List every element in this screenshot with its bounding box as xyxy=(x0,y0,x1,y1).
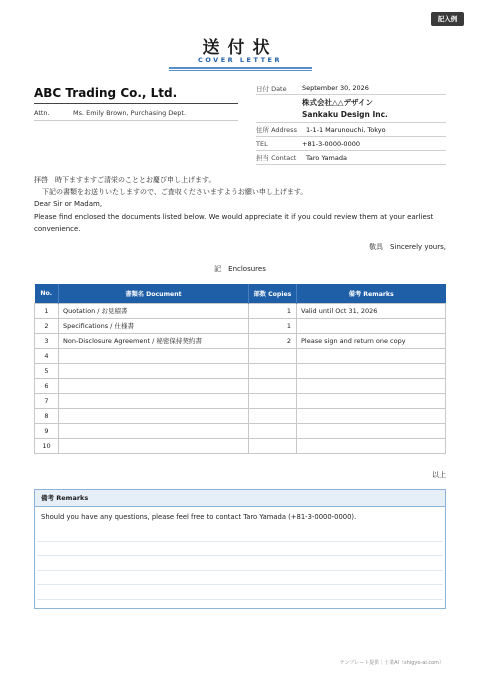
sender-info xyxy=(256,82,446,165)
header-no: No. xyxy=(35,284,59,303)
contact-value: Taro Yamada xyxy=(306,153,347,162)
remarks-blank-line xyxy=(37,527,443,542)
cell-no: 3 xyxy=(35,333,59,348)
cell-document[interactable] xyxy=(59,363,249,378)
cell-copies[interactable] xyxy=(249,409,297,424)
page-subtitle: COVER LETTER xyxy=(198,56,282,64)
table-row xyxy=(35,318,446,333)
header-document: 書類名 Document xyxy=(59,284,249,303)
cell-copies[interactable] xyxy=(249,439,297,454)
cell-document[interactable]: Quotation / お見積書 xyxy=(59,303,249,318)
remarks-text[interactable]: Should you have any questions, please feel free to contact Taro Yamada (+81-3-0000-0000). xyxy=(41,513,357,521)
template-credit: テンプレート提供｜士業AI（shigyo-ai.com） xyxy=(339,660,444,666)
table-row xyxy=(35,409,446,424)
tel-row xyxy=(256,137,446,151)
enclosures-table xyxy=(34,284,446,454)
cell-copies[interactable] xyxy=(249,424,297,439)
address-label: 住所 Address xyxy=(256,126,297,134)
closing: 敬具 Sincerely yours, xyxy=(369,243,446,251)
table-row xyxy=(35,378,446,393)
cell-remarks[interactable] xyxy=(297,378,446,393)
cell-document[interactable]: Specifications / 仕様書 xyxy=(59,318,249,333)
table-row xyxy=(35,333,446,348)
cell-no: 6 xyxy=(35,378,59,393)
cell-document[interactable] xyxy=(59,409,249,424)
address-value: 1-1-1 Marunouchi, Tokyo xyxy=(306,125,386,134)
cell-remarks[interactable] xyxy=(297,394,446,409)
end-mark: 以上 xyxy=(432,471,446,479)
cell-copies[interactable] xyxy=(249,363,297,378)
cell-remarks[interactable] xyxy=(297,348,446,363)
date-label: 日付 Date xyxy=(256,84,287,93)
sender-company-row xyxy=(256,95,446,123)
address-row xyxy=(256,123,446,137)
tel-value: +81-3-0000-0000 xyxy=(302,139,360,148)
table-header-row xyxy=(35,284,446,303)
date-value: September 30, 2026 xyxy=(302,84,369,92)
cell-remarks[interactable] xyxy=(297,439,446,454)
table-row xyxy=(35,348,446,363)
cell-remarks[interactable]: Please sign and return one copy xyxy=(297,333,446,348)
sender-company-en: Sankaku Design Inc. xyxy=(302,110,388,119)
cell-no: 10 xyxy=(35,439,59,454)
header-copies: 部数 Copies xyxy=(249,284,297,303)
cell-document[interactable] xyxy=(59,394,249,409)
remarks-blank-line xyxy=(37,556,443,571)
tel-label: TEL xyxy=(256,139,268,148)
cell-copies[interactable]: 1 xyxy=(249,318,297,333)
table-row xyxy=(35,394,446,409)
table-row xyxy=(35,363,446,378)
table-row xyxy=(35,303,446,318)
sample-badge: 記入例 xyxy=(431,12,464,26)
cell-copies[interactable] xyxy=(249,378,297,393)
request-jp: 下記の書類をお送りいたしますので、ご査収くださいますようお願い申し上げます。 xyxy=(42,188,308,197)
cell-copies[interactable]: 2 xyxy=(249,333,297,348)
recipient-company: ABC Trading Co., Ltd. xyxy=(34,86,178,100)
remarks-blank-line xyxy=(37,542,443,557)
cell-copies[interactable] xyxy=(249,394,297,409)
remarks-blank-line xyxy=(37,585,443,600)
cell-remarks[interactable] xyxy=(297,424,446,439)
table-row xyxy=(35,439,446,454)
remarks-box xyxy=(34,489,446,609)
cell-remarks[interactable] xyxy=(297,363,446,378)
cell-no: 8 xyxy=(35,409,59,424)
header-remarks: 備考 Remarks xyxy=(297,284,446,303)
recipient-divider xyxy=(34,103,238,104)
cell-no: 7 xyxy=(35,394,59,409)
date-row xyxy=(256,82,446,95)
page-title: 送付状 xyxy=(202,38,278,58)
remarks-label: 備考 Remarks xyxy=(35,490,445,507)
cell-document[interactable] xyxy=(59,424,249,439)
enclosures-heading: 記 Enclosures xyxy=(214,265,266,273)
cell-document[interactable] xyxy=(59,348,249,363)
cell-document[interactable] xyxy=(59,378,249,393)
cell-remarks[interactable] xyxy=(297,409,446,424)
cell-no: 1 xyxy=(35,303,59,318)
cell-document[interactable] xyxy=(59,439,249,454)
cell-copies[interactable]: 1 xyxy=(249,303,297,318)
attn-value: Ms. Emily Brown, Purchasing Dept. xyxy=(73,109,187,117)
remarks-blank-line xyxy=(37,571,443,586)
title-underline-secondary xyxy=(169,70,312,71)
contact-row xyxy=(256,151,446,165)
cell-document[interactable]: Non-Disclosure Agreement / 秘密保持契約書 xyxy=(59,333,249,348)
title-underline xyxy=(169,67,312,69)
cell-remarks[interactable]: Valid until Oct 31, 2026 xyxy=(297,303,446,318)
letter-body xyxy=(34,174,446,235)
cell-no: 5 xyxy=(35,363,59,378)
sender-company-jp: 株式会社△△デザイン xyxy=(302,98,374,107)
request-en: Please find enclosed the documents listed below. We would appreciate it if you could review them at your earliest convenience. xyxy=(34,212,434,233)
table-body xyxy=(35,303,446,454)
cell-no: 9 xyxy=(35,424,59,439)
attn-divider xyxy=(34,120,238,121)
cell-no: 4 xyxy=(35,348,59,363)
table-row xyxy=(35,424,446,439)
greeting-jp: 拝啓 時下ますますご清栄のこととお慶び申し上げます。 xyxy=(34,176,216,184)
cell-no: 2 xyxy=(35,318,59,333)
cell-copies[interactable] xyxy=(249,348,297,363)
cell-remarks[interactable] xyxy=(297,318,446,333)
salutation-en: Dear Sir or Madam, xyxy=(34,200,103,209)
contact-label: 担当 Contact xyxy=(256,154,297,162)
attn-label: Attn. xyxy=(34,109,50,117)
